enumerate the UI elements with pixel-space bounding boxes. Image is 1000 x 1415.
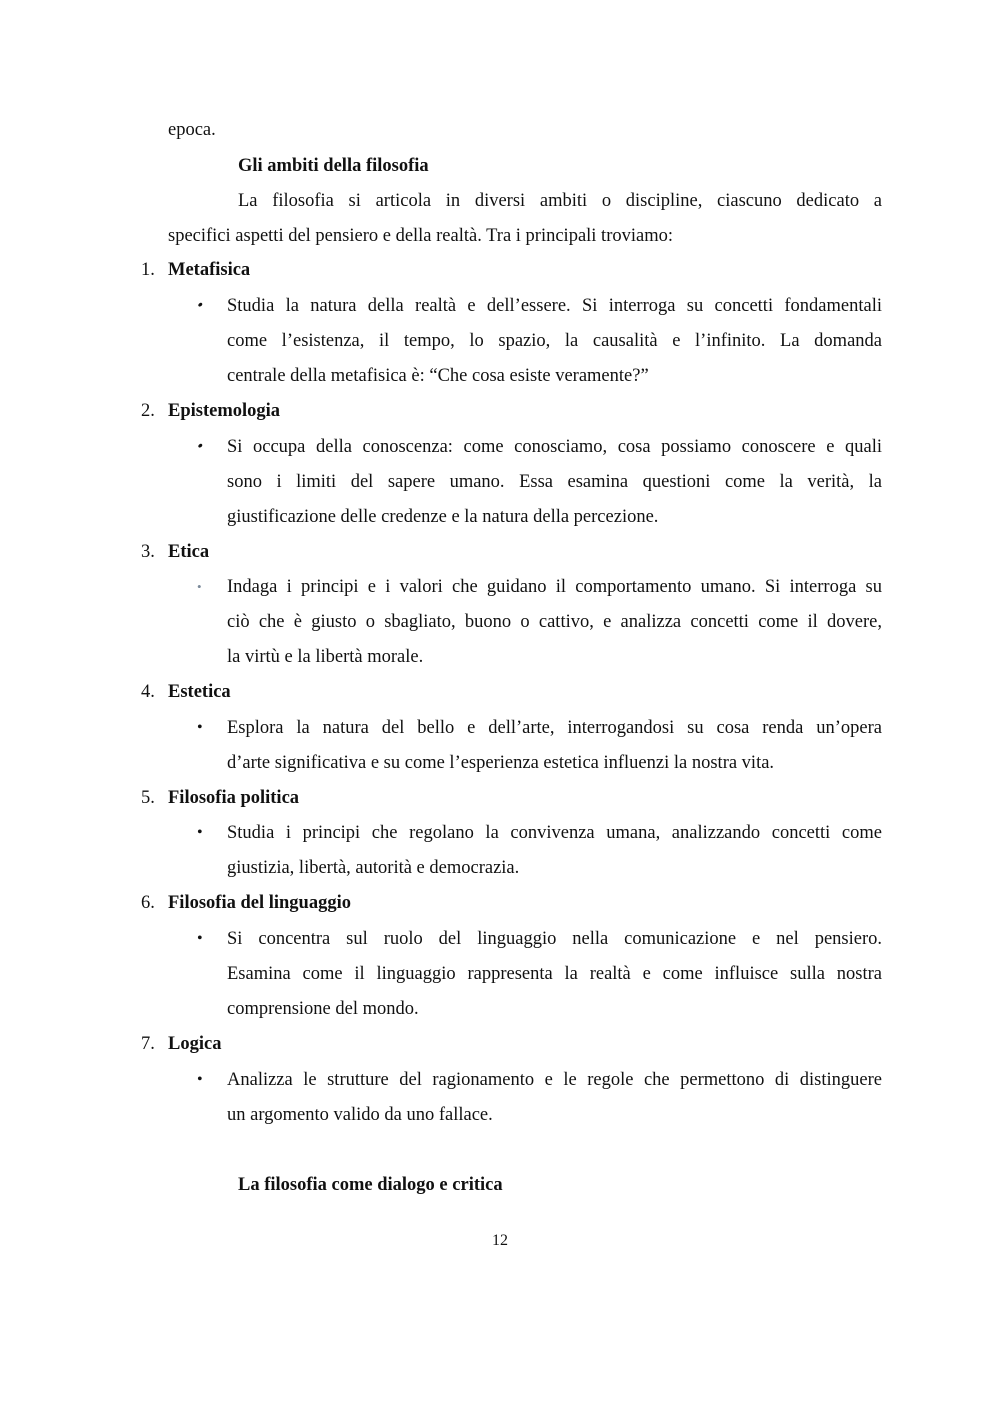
list-item-text-line: come l’esistenza, il tempo, lo spazio, la causalità e l’infinito. La domanda (227, 331, 882, 351)
list-item-text-line: Studia la natura della realtà e dell’essere. Si interroga su concetti fondamentali (227, 296, 882, 316)
list-item-text-line: d’arte significativa e su come l’esperienza estetica influenzi la nostra vita. (227, 753, 775, 773)
list-number: 3. (141, 542, 155, 562)
list-item-text-line: ciò che è giusto o sbagliato, buono o cattivo, e analizza concetti come il dovere, (227, 612, 882, 632)
list-item-text-line: un argomento valido da uno fallace. (227, 1105, 493, 1125)
list-item-title-etica: Etica (168, 542, 210, 562)
list-item-text-line: comprensione del mondo. (227, 999, 419, 1019)
list-item-title-filosofia-politica: Filosofia politica (168, 788, 300, 808)
list-item-title-filosofia-del-linguaggio: Filosofia del linguaggio (168, 893, 351, 913)
list-item-title-estetica: Estetica (168, 682, 231, 702)
list-item-text-line: sono i limiti del sapere umano. Essa esamina questioni come la verità, la (227, 472, 882, 492)
list-number: 6. (141, 893, 155, 913)
list-item-text-line: Studia i principi che regolano la convivenza umana, analizzando concetti come (227, 823, 882, 843)
list-item-text-line: giustificazione delle credenze e la natura della percezione. (227, 507, 659, 527)
list-number: 2. (141, 401, 155, 421)
list-item-text-line: centrale della metafisica è: “Che cosa esiste veramente?” (227, 366, 649, 386)
list-item-text-line: Si occupa della conoscenza: come conosciamo, cosa possiamo conoscere e quali (227, 437, 882, 457)
list-item-title-epistemologia: Epistemologia (168, 401, 281, 421)
list-item-text-line: Si concentra sul ruolo del linguaggio nella comunicazione e nel pensiero. (227, 929, 882, 949)
bullet-icon: • (197, 824, 203, 841)
list-number: 7. (141, 1034, 155, 1054)
bullet-icon: • (197, 719, 203, 736)
intro-paragraph-line-2: specifici aspetti del pensiero e della realtà. Tra i principali troviamo: (168, 226, 673, 246)
list-item-text-line: la virtù e la libertà morale. (227, 647, 424, 667)
list-item-text-line: giustizia, libertà, autorità e democrazia. (227, 858, 520, 878)
intro-paragraph-line-1: La filosofia si articola in diversi ambiti o discipline, ciascuno dedicato a (238, 191, 882, 211)
bullet-icon: • (197, 1071, 203, 1088)
bullet-icon: • (194, 297, 206, 314)
list-number: 1. (141, 260, 155, 280)
list-number: 5. (141, 788, 155, 808)
list-item-title-logica: Logica (168, 1034, 222, 1054)
next-section-heading: La filosofia come dialogo e critica (238, 1175, 503, 1195)
section-heading: Gli ambiti della filosofia (238, 156, 429, 176)
bullet-icon: • (197, 579, 202, 594)
list-item-text-line: Indaga i principi e i valori che guidano il comportamento umano. Si interroga su (227, 577, 882, 597)
list-number: 4. (141, 682, 155, 702)
carryover-text: epoca. (168, 120, 216, 140)
list-item-title-metafisica: Metafisica (168, 260, 251, 280)
bullet-icon: • (194, 438, 206, 455)
list-item-text-line: Esamina come il linguaggio rappresenta la realtà e come influisce sulla nostra (227, 964, 882, 984)
list-item-text-line: Analizza le strutture del ragionamento e le regole che permettono di distinguere (227, 1070, 882, 1090)
page-number: 12 (492, 1232, 508, 1249)
bullet-icon: • (197, 930, 203, 947)
list-item-text-line: Esplora la natura del bello e dell’arte, interrogandosi su cosa renda un’opera (227, 718, 882, 738)
